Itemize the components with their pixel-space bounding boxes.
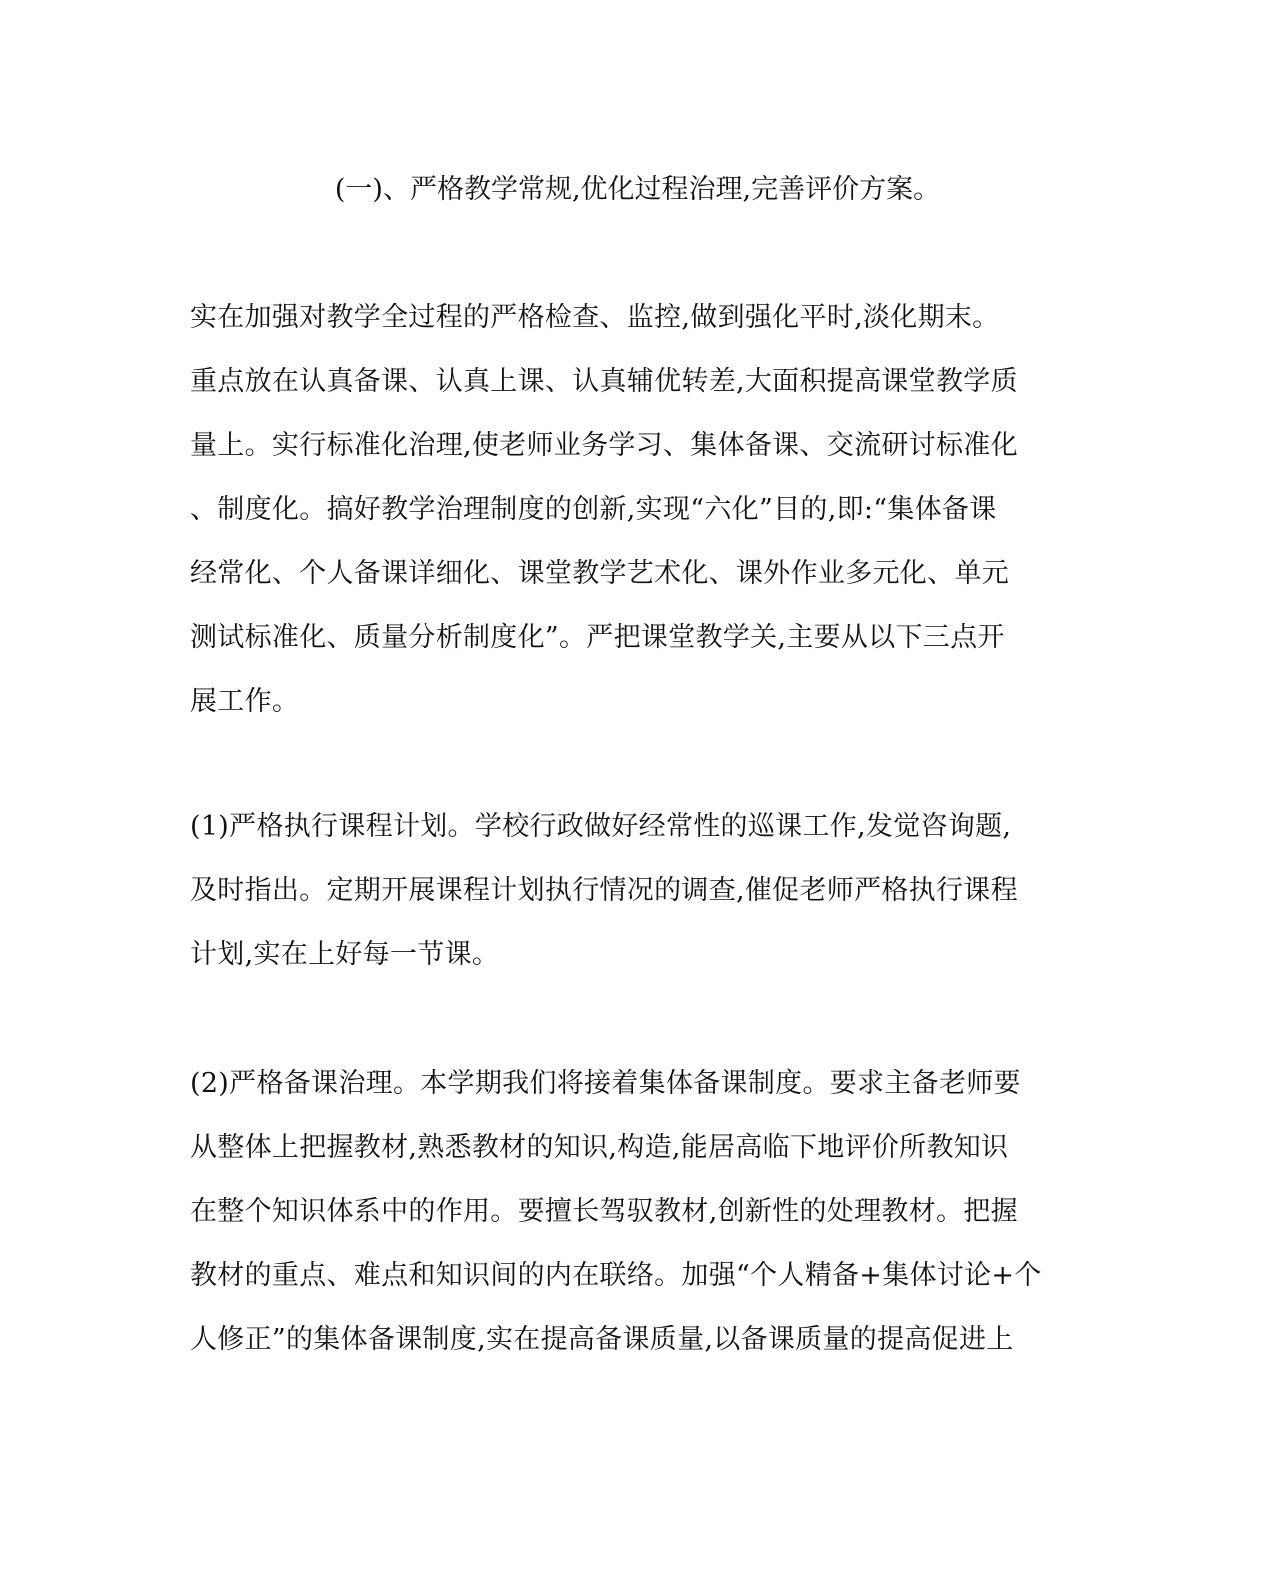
section-heading: (一)、严格教学常规,优化过程治理,完善评价方案。: [334, 174, 941, 205]
paragraph-teaching-routine: [190, 286, 1070, 734]
paragraph-course-plan: [190, 795, 1070, 987]
paragraph-line: 、制度化。搞好教学治理制度的创新,实现“六化”目的,即:“集体备课: [190, 494, 997, 525]
paragraph-line: 人修正”的集体备课制度,实在提高备课质量,以备课质量的提高促进上: [190, 1324, 1014, 1355]
paragraph-line: 从整体上把握教材,熟悉教材的知识,构造,能居高临下地评价所教知识: [190, 1132, 1009, 1163]
paragraph-line: 实在加强对教学全过程的严格检查、监控,做到强化平时,淡化期末。: [190, 302, 1000, 333]
paragraph-line: 计划,实在上好每一节课。: [190, 939, 500, 970]
paragraph-line: (2)严格备课治理。本学期我们将接着集体备课制度。要求主备老师要: [190, 1068, 1021, 1099]
paragraph-line: 量上。实行标准化治理,使老师业务学习、集体备课、交流研讨标准化: [190, 430, 1018, 461]
paragraph-line: 展工作。: [190, 686, 300, 717]
paragraph-line: 及时指出。定期开展课程计划执行情况的调查,催促老师严格执行课程: [190, 875, 1018, 906]
paragraph-line: 重点放在认真备课、认真上课、认真辅优转差,大面积提高课堂教学质: [190, 366, 1018, 397]
paragraph-lesson-prep: [190, 1052, 1070, 1372]
paragraph-line: 测试标准化、质量分析制度化”。严把课堂教学关,主要从以下三点开: [190, 622, 1005, 653]
paragraph-line: 在整个知识体系中的作用。要擅长驾驭教材,创新性的处理教材。把握: [190, 1196, 1018, 1227]
paragraph-line: 教材的重点、难点和知识间的内在联络。加强“个人精备+集体讨论+个: [190, 1260, 1042, 1291]
paragraph-line: (1)严格执行课程计划。学校行政做好经常性的巡课工作,发觉咨询题,: [190, 811, 1012, 842]
paragraph-line: 经常化、个人备课详细化、课堂教学艺术化、课外作业多元化、单元: [190, 558, 1009, 589]
